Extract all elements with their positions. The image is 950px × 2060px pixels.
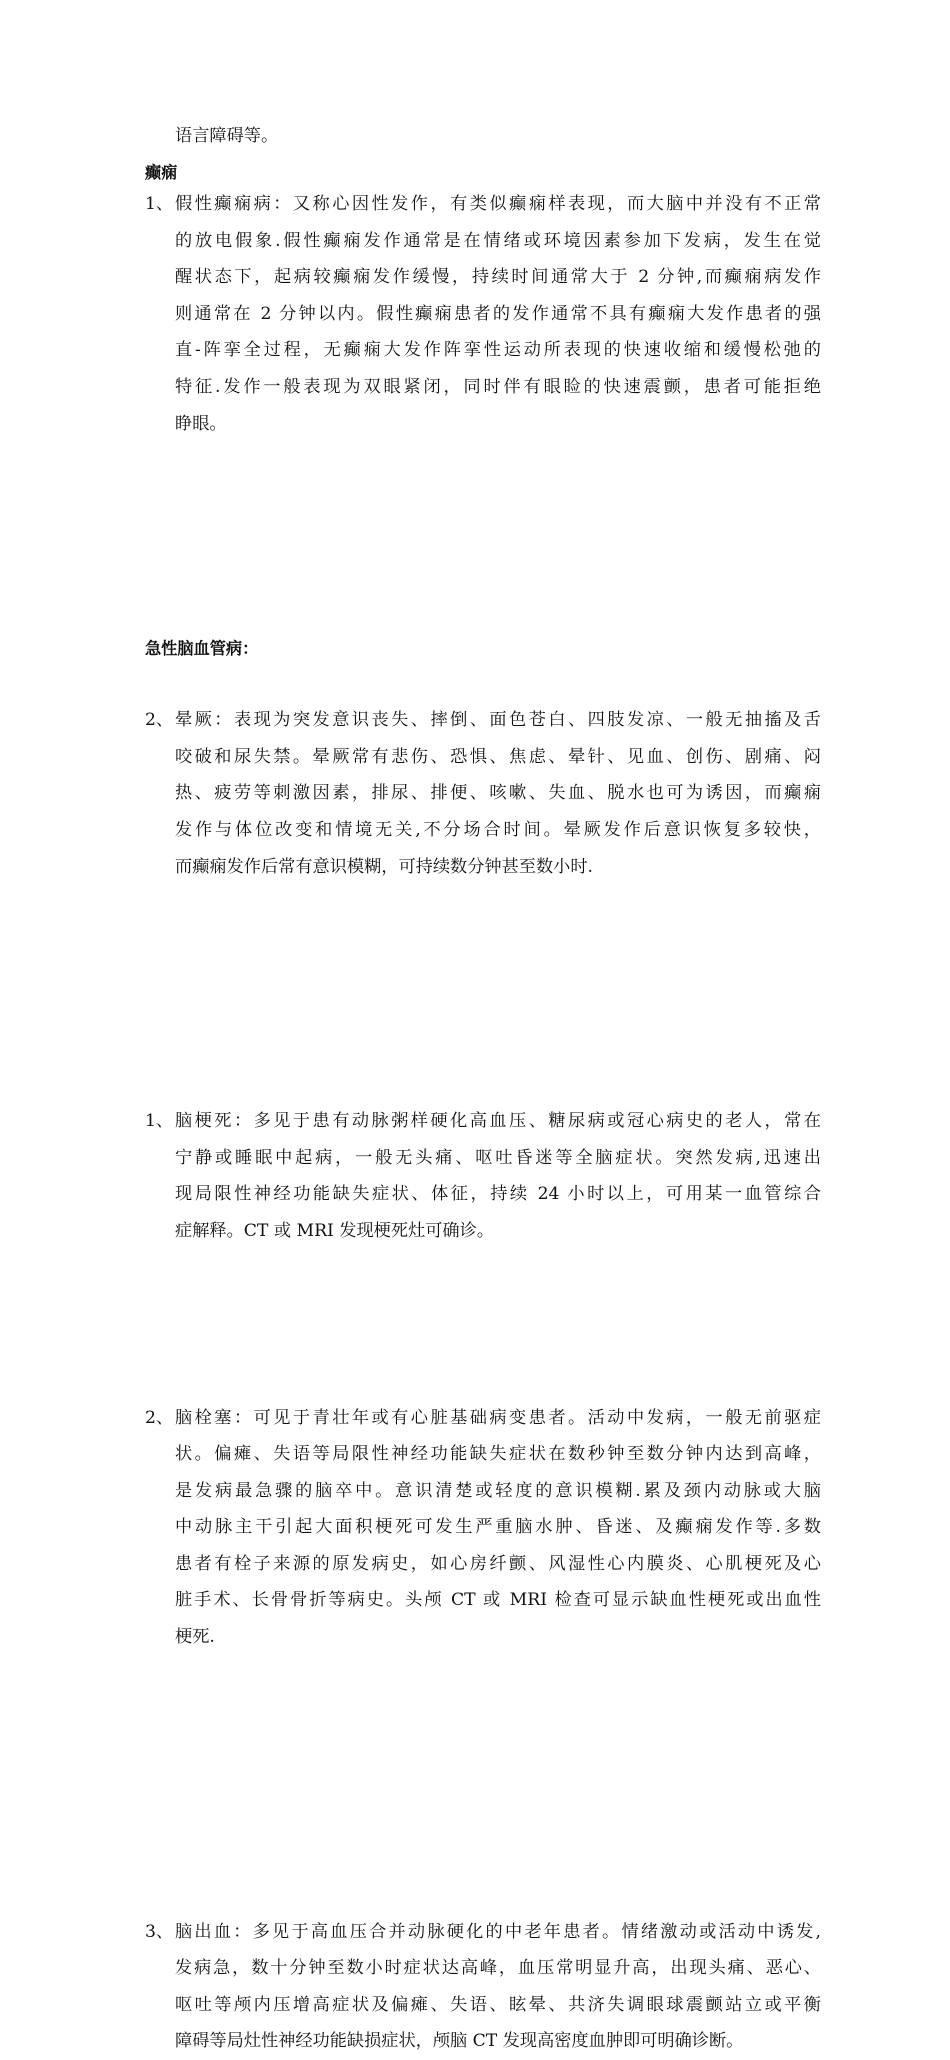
item-number: 3、 <box>145 1921 174 1942</box>
text-line: 中动脉主干引起大面积梗死可发生严重脑水肿、昏迷、及癫痫发作等.多数 <box>175 1517 821 1538</box>
text-line: 而癫痫发作后常有意识模糊，可持续数分钟甚至数小时. <box>175 856 593 877</box>
text-line: 晕厥：表现为突发意识丧失、摔倒、面色苍白、四肢发凉、一般无抽搐及舌 <box>175 710 821 731</box>
text-line: 醒状态下，起病较癫痫发作缓慢，持续时间通常大于 2 分钟,而癫痫病发作 <box>175 267 821 288</box>
list-item <box>145 1914 821 2060</box>
list-item <box>145 702 821 885</box>
text-line: 障碍等局灶性神经功能缺损症状，颅脑 CT 发现高密度血肿即可明确诊断。 <box>175 2031 744 2052</box>
list-item <box>145 1103 821 1249</box>
text-line: 现局限性神经功能缺失症状、体征，持续 24 小时以上，可用某一血管综合 <box>175 1184 821 1205</box>
text-line: 是发病最急骤的脑卒中。意识清楚或轻度的意识模糊.累及颈内动脉或大脑 <box>175 1480 821 1501</box>
text-line: 脏手术、长骨骨折等病史。头颅 CT 或 MRI 检查可显示缺血性梗死或出血性 <box>175 1590 821 1611</box>
item-number: 1、 <box>145 194 174 214</box>
list-item <box>145 186 821 442</box>
item-number: 1、 <box>145 1111 174 1132</box>
section-heading: 癫痫 <box>145 163 178 182</box>
list-item <box>145 1400 821 1656</box>
item-number: 2、 <box>145 710 174 731</box>
text-line: 发病急，数十分钟至数小时症状达高峰，血压常明显升高，出现头痛、恶心、 <box>175 1958 821 1979</box>
section-acute-cerebrovascular <box>145 634 821 664</box>
text-line: 脑梗死：多见于患有动脉粥样硬化高血压、糖尿病或冠心病史的老人，常在 <box>175 1111 821 1132</box>
text-line: 语言障碍等。 <box>175 126 279 146</box>
text-line: 状。偏瘫、失语等局限性神经功能缺失症状在数秒钟至数分钟内达到高峰， <box>175 1444 821 1465</box>
text-line: 患者有栓子来源的原发病史，如心房纤颤、风湿性心内膜炎、心肌梗死及心 <box>175 1553 821 1574</box>
continuation-paragraph <box>145 118 821 155</box>
text-line: 特征.发作一般表现为双眼紧闭，同时伴有眼睑的快速震颤，患者可能拒绝 <box>175 376 821 397</box>
text-line: 脑栓塞：可见于青壮年或有心脏基础病变患者。活动中发病，一般无前驱症 <box>175 1407 821 1428</box>
text-line: 梗死. <box>175 1627 215 1648</box>
text-line: 发作与体位改变和情境无关,不分场合时间。晕厥发作后意识恢复多较快， <box>175 819 821 840</box>
section-heading: 急性脑血管病： <box>145 639 259 658</box>
text-line: 热、疲劳等刺激因素，排尿、排便、咳嗽、失血、脱水也可为诱因，而癫痫 <box>175 783 821 804</box>
item-number: 2、 <box>145 1407 174 1428</box>
text-line: 宁静或睡眠中起病，一般无头痛、呕吐昏迷等全脑症状。突然发病,迅速出 <box>175 1147 821 1168</box>
text-line: 睁眼。 <box>175 413 227 434</box>
text-line: 咬破和尿失禁。晕厥常有悲伤、恐惧、焦虑、晕针、见血、创伤、剧痛、闷 <box>175 746 821 767</box>
text-line: 症解释。CT 或 MRI 发现梗死灶可确诊。 <box>175 1220 494 1241</box>
text-line: 直-阵挛全过程，无癫痫大发作阵挛性运动所表现的快速收缩和缓慢松弛的 <box>175 340 821 361</box>
text-line: 呕吐等颅内压增高症状及偏瘫、失语、眩晕、共济失调眼球震颤站立或平衡 <box>175 1994 821 2015</box>
text-line: 脑出血：多见于高血压合并动脉硬化的中老年患者。情绪激动或活动中诱发, <box>175 1921 821 1942</box>
text-line: 假性癫痫病：又称心因性发作，有类似癫痫样表现，而大脑中并没有不正常 <box>175 194 821 214</box>
text-line: 的放电假象.假性癫痫发作通常是在情绪或环境因素参加下发病，发生在觉 <box>175 230 821 251</box>
text-line: 则通常在 2 分钟以内。假性癫痫患者的发作通常不具有癫痫大发作患者的强 <box>175 303 821 324</box>
section-epilepsy <box>145 158 821 188</box>
